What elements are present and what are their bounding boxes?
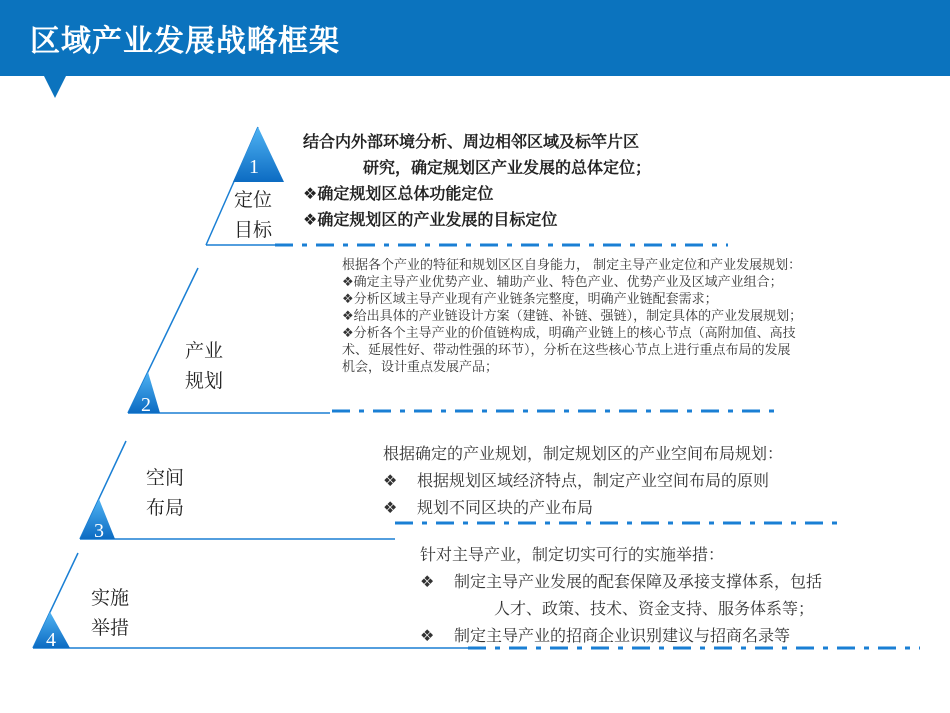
level-4-bullet-item	[420, 622, 822, 649]
level-1-bullet-item: ❖确定规划区总体功能定位	[303, 184, 494, 203]
level-2-description	[342, 257, 802, 376]
level-1-label-line: 目标	[234, 219, 273, 241]
level-4-label-line: 实施	[91, 587, 130, 609]
level-2-bullet-item: ❖分析各个主导产业的价值链构成，明确产业链上的核心节点（高附加值、高技	[342, 326, 796, 341]
level-1-text-line: 结合内外部环境分析、周边相邻区域及标竿片区	[303, 132, 640, 151]
level-2-text-line: 机会，设计重点发展产品；	[342, 360, 499, 375]
level-3-item-text: 根据规划区域经济特点，制定产业空间布局的原则	[417, 471, 770, 490]
level-2-label-line: 规划	[185, 370, 224, 392]
level-1-label-line: 定位	[234, 189, 273, 211]
diamond-bullet-icon: ❖	[383, 471, 398, 490]
level-4-label-line: 举措	[91, 617, 130, 639]
level-3-label-line: 布局	[146, 497, 185, 519]
diamond-bullet-icon: ❖	[383, 498, 398, 517]
level-2-number: 2	[141, 394, 151, 416]
level-1-text-line: 研究，确定规划区产业发展的总体定位；	[363, 158, 652, 177]
level-4-item-text: 制定主导产业的招商企业识别建议与招商名录等	[454, 626, 791, 645]
level-3-bullet-item	[383, 494, 783, 521]
level-2-text-line: 术、延展性好、带动性强的环节），分析在这些核心节点上进行重点布局的发展	[342, 343, 791, 358]
level-1-description	[303, 129, 651, 233]
level-3-label-line: 空间	[146, 467, 185, 489]
level-2-label	[185, 336, 223, 396]
level-1-number: 1	[249, 156, 259, 178]
level-1-bullet-item: ❖确定规划区的产业发展的目标定位	[303, 210, 558, 229]
level-3-description	[383, 440, 783, 521]
level-2-bullet-item: ❖给出具体的产业链设计方案（建链、补链、强链），制定具体的产业发展规划；	[342, 309, 803, 324]
diamond-bullet-icon: ❖	[420, 626, 435, 645]
level-4-lead-text: 针对主导产业，制定切实可行的实施举措：	[420, 545, 725, 564]
level-2-bullet-item: ❖确定主导产业优势产业、辅助产业、特色产业、优势产业及区域产业组合；	[342, 275, 783, 290]
level-3-lead-text: 根据确定的产业规划，制定规划区的产业空间布局规划：	[383, 444, 784, 463]
level-2-text-line: 根据各个产业的特征和规划区区自身能力， 制定主导产业定位和产业发展规划：	[342, 258, 802, 273]
level-3-number: 3	[94, 520, 104, 542]
level-4-label	[91, 583, 129, 643]
page-title: 区域产业发展战略框架	[30, 24, 340, 59]
level-3-label	[146, 463, 184, 523]
level-4-bullet-item	[420, 568, 822, 595]
level-2-bullet-item: ❖分析区域主导产业现有产业链条完整度，明确产业链配套需求；	[342, 292, 718, 307]
level-3-item-text: 规划不同区块的产业布局	[417, 498, 594, 517]
level-2-label-line: 产业	[185, 340, 224, 362]
level-4-description	[420, 541, 822, 649]
diamond-bullet-icon: ❖	[420, 572, 435, 591]
level-4-item-continuation: 人才、政策、技术、资金支持、服务体系等；	[494, 599, 815, 618]
level-3-bullet-item	[383, 467, 783, 494]
level-4-item-text: 制定主导产业发展的配套保障及承接支撑体系，包括	[454, 572, 823, 591]
level-1-label	[234, 185, 272, 245]
level-4-number: 4	[46, 629, 56, 651]
